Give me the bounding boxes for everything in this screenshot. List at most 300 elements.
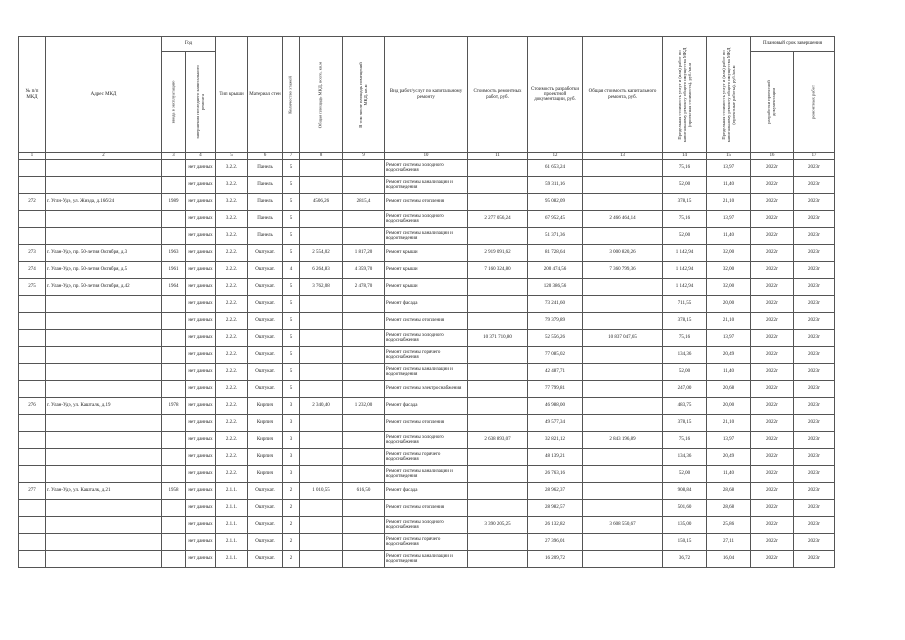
cell-roof: 2.2.2.: [216, 432, 248, 449]
cell-c12: 79 379,89: [528, 313, 583, 330]
cell-no: 273: [19, 245, 46, 262]
cell-c12: 73 241,60: [528, 296, 583, 313]
table-row: [19, 347, 835, 364]
cell-addr: г. Углн-Удэ, ул. Жиэда, д.16б/24: [46, 194, 162, 211]
cell-fl: 2: [283, 483, 300, 500]
cell-c16: 2022г: [751, 211, 794, 228]
table-row: [19, 330, 835, 347]
cell-wall: Кирпич: [248, 398, 283, 415]
cell-c14: 378,15: [663, 415, 707, 432]
col-max-cost-design: [707, 37, 751, 153]
cell-no: 276: [19, 398, 46, 415]
cell-y2: нет данных: [186, 466, 216, 483]
cell-work: Ремонт системы холодного водоснабжения: [385, 517, 468, 534]
cell-work: Ремонт фасада: [385, 398, 468, 415]
cell-c16: 2022г: [751, 415, 794, 432]
cell-c16: 2022г: [751, 296, 794, 313]
cell-ta: 2 340,40: [300, 398, 343, 415]
cell-y2: нет данных: [186, 483, 216, 500]
column-number: 7: [283, 153, 300, 160]
cell-c13: 3 608 550,67: [583, 517, 663, 534]
cell-c14: 52,00: [663, 228, 707, 245]
cell-work: Ремонт фасада: [385, 296, 468, 313]
cell-y2: нет данных: [186, 262, 216, 279]
cell-c13: 10 837 047,65: [583, 330, 663, 347]
cell-ta: [300, 432, 343, 449]
cell-c15: 13,97: [707, 330, 751, 347]
cell-work: Ремонт системы электроснабжения: [385, 381, 468, 398]
cell-c13: [583, 177, 663, 194]
cell-c15: 28,68: [707, 483, 751, 500]
cell-c14: 908,84: [663, 483, 707, 500]
cell-c15: 20,49: [707, 347, 751, 364]
cell-y2: нет данных: [186, 245, 216, 262]
cell-c15: 20,68: [707, 381, 751, 398]
cell-y2: нет данных: [186, 177, 216, 194]
cell-addr: г. Улан-Удэ, пр. 50-летия Октября, д.3: [46, 245, 162, 262]
cell-wall: Панель: [248, 228, 283, 245]
cell-addr: [46, 211, 162, 228]
table-row: [19, 534, 835, 551]
cell-c16: 2022г: [751, 245, 794, 262]
cell-la: 2 478,70: [343, 279, 385, 296]
cell-no: [19, 313, 46, 330]
cell-ta: [300, 517, 343, 534]
cell-no: [19, 296, 46, 313]
col-mkd-no: [19, 37, 46, 153]
cell-no: [19, 160, 46, 177]
cell-addr: [46, 517, 162, 534]
cell-roof: 2.1.1.: [216, 517, 248, 534]
cell-y1: [162, 381, 186, 398]
cell-y1: 1989: [162, 194, 186, 211]
cell-c14: 483,75: [663, 398, 707, 415]
table-row: [19, 211, 835, 228]
cell-c15: 32,00: [707, 245, 751, 262]
cell-y2: нет данных: [186, 398, 216, 415]
cell-work: Ремонт системы холодного водоснабжения: [385, 160, 468, 177]
cell-y2: нет данных: [186, 296, 216, 313]
cell-addr: [46, 449, 162, 466]
col-floors: [283, 37, 300, 153]
cell-ta: 1 010,55: [300, 483, 343, 500]
cell-y2: нет данных: [186, 313, 216, 330]
cell-c11: [468, 279, 528, 296]
cell-c11: [468, 296, 528, 313]
cell-wall: Оштукат.: [248, 296, 283, 313]
cell-no: [19, 211, 46, 228]
col-year-group-label: Год: [184, 41, 193, 47]
cell-la: 616,50: [343, 483, 385, 500]
cell-c12: 67 952,45: [528, 211, 583, 228]
cell-c15: 11,40: [707, 228, 751, 245]
table-row: [19, 398, 835, 415]
cell-addr: [46, 534, 162, 551]
cell-roof: 2.1.1.: [216, 483, 248, 500]
cell-wall: Оштукат.: [248, 517, 283, 534]
cell-c12: 26 132,82: [528, 517, 583, 534]
cell-addr: [46, 330, 162, 347]
cell-work: Ремонт системы холодного водоснабжения: [385, 330, 468, 347]
table-row: [19, 483, 835, 500]
cell-c11: [468, 228, 528, 245]
cell-y1: 1963: [162, 245, 186, 262]
cell-la: [343, 466, 385, 483]
cell-ta: [300, 364, 343, 381]
col-total-area: [300, 37, 343, 153]
cell-la: [343, 228, 385, 245]
col-cost-design: [528, 37, 583, 153]
cell-c16: 2022г: [751, 381, 794, 398]
cell-fl: 5: [283, 211, 300, 228]
cell-c15: 16,04: [707, 551, 751, 568]
document-sheet: [18, 36, 834, 568]
cell-fl: 5: [283, 177, 300, 194]
cell-la: [343, 381, 385, 398]
cell-c17: 2023г: [794, 483, 835, 500]
cell-y1: [162, 466, 186, 483]
cell-c15: 11,40: [707, 466, 751, 483]
cell-no: 277: [19, 483, 46, 500]
cell-c14: 134,36: [663, 347, 707, 364]
col-wall-material: [248, 37, 283, 153]
cell-c14: 1 142,94: [663, 262, 707, 279]
cell-addr: [46, 551, 162, 568]
cell-y2: нет данных: [186, 500, 216, 517]
cell-roof: 2.2.2.: [216, 466, 248, 483]
column-number: 4: [186, 153, 216, 160]
column-number: 17: [794, 153, 835, 160]
cell-roof: 3.2.2.: [216, 177, 248, 194]
cell-c11: 2 638 893,07: [468, 432, 528, 449]
cell-roof: 3.2.2.: [216, 194, 248, 211]
cell-no: [19, 330, 46, 347]
cell-y1: 1961: [162, 262, 186, 279]
cell-addr: [46, 364, 162, 381]
cell-roof: 3.2.2.: [216, 211, 248, 228]
cell-c13: 2 843 196,89: [583, 432, 663, 449]
cell-no: [19, 551, 46, 568]
cell-y1: 1978: [162, 398, 186, 415]
cell-addr: г. Улан-Удэ, ул. Кашталк, д.21: [46, 483, 162, 500]
cell-c14: 36,72: [663, 551, 707, 568]
cell-no: [19, 347, 46, 364]
cell-c16: 2022г: [751, 262, 794, 279]
col-cost-design-label: Стоимость разработки проектной документации, руб.: [531, 86, 579, 103]
cell-y1: 1958: [162, 483, 186, 500]
column-number: 8: [300, 153, 343, 160]
cell-c11: [468, 534, 528, 551]
cell-c13: 3 000 820,26: [583, 245, 663, 262]
cell-la: [343, 330, 385, 347]
cell-addr: [46, 313, 162, 330]
cell-c11: [468, 177, 528, 194]
cell-work: Ремонт крыши: [385, 245, 468, 262]
cell-c15: 28,68: [707, 500, 751, 517]
cell-c16: 2022г: [751, 517, 794, 534]
cell-work: Ремонт системы канализации и водоотведения: [385, 228, 468, 245]
cell-roof: 3.2.2.: [216, 160, 248, 177]
cell-y1: [162, 551, 186, 568]
cell-c17: 2023г: [794, 364, 835, 381]
cell-la: [343, 449, 385, 466]
table-row: [19, 449, 835, 466]
cell-roof: 2.2.2.: [216, 381, 248, 398]
cell-no: 274: [19, 262, 46, 279]
column-number: 13: [583, 153, 663, 160]
cell-ta: 3 762,08: [300, 279, 343, 296]
table-row: [19, 381, 835, 398]
cell-c11: [468, 313, 528, 330]
col-year-last-repair: [186, 52, 216, 153]
column-number: 2: [46, 153, 162, 160]
column-number: 5: [216, 153, 248, 160]
col-cost-total: [583, 37, 663, 153]
cell-roof: 2.2.2.: [216, 398, 248, 415]
cell-fl: 5: [283, 296, 300, 313]
cell-work: Ремонт крыши: [385, 279, 468, 296]
table-row: [19, 296, 835, 313]
cell-c15: 13,97: [707, 432, 751, 449]
cell-y2: нет данных: [186, 211, 216, 228]
cell-roof: 2.2.2.: [216, 296, 248, 313]
table-row: [19, 415, 835, 432]
cell-la: 2815,4: [343, 194, 385, 211]
cell-wall: Оштукат.: [248, 381, 283, 398]
cell-c14: 52,00: [663, 466, 707, 483]
cell-wall: Оштукат.: [248, 347, 283, 364]
cell-no: [19, 466, 46, 483]
cell-c15: 20,00: [707, 398, 751, 415]
cell-c11: [468, 160, 528, 177]
cell-y1: [162, 517, 186, 534]
cell-wall: Оштукат.: [248, 483, 283, 500]
cell-c13: [583, 415, 663, 432]
cell-c15: 21,10: [707, 415, 751, 432]
cell-c13: [583, 364, 663, 381]
cell-no: [19, 228, 46, 245]
cell-roof: 2.2.2.: [216, 449, 248, 466]
cell-c17: 2023г: [794, 432, 835, 449]
col-deadline-design-label: разработки проектной документации: [766, 80, 777, 124]
cell-c12: 42 487,71: [528, 364, 583, 381]
cell-c11: [468, 466, 528, 483]
cell-c13: [583, 534, 663, 551]
table-row: [19, 364, 835, 381]
cell-c12: 59 311,16: [528, 177, 583, 194]
col-cost-repair: [468, 37, 528, 153]
cell-no: [19, 517, 46, 534]
cell-c11: [468, 398, 528, 415]
cell-c17: 2023г: [794, 279, 835, 296]
cell-wall: Оштукат.: [248, 364, 283, 381]
col-work-type: [385, 37, 468, 153]
cell-ta: [300, 177, 343, 194]
cell-c15: 13,97: [707, 211, 751, 228]
cell-c12: 120 386,56: [528, 279, 583, 296]
cell-work: Ремонт системы холодного водоснабжения: [385, 432, 468, 449]
cell-y1: [162, 364, 186, 381]
cell-roof: 2.2.2.: [216, 364, 248, 381]
cell-c14: 1 142,94: [663, 279, 707, 296]
cell-c12: 27 396,01: [528, 534, 583, 551]
cell-c14: 75,16: [663, 160, 707, 177]
cell-fl: 3: [283, 449, 300, 466]
cell-c15: 27,11: [707, 534, 751, 551]
table-row: [19, 177, 835, 194]
cell-fl: 3: [283, 398, 300, 415]
cell-c17: 2023г: [794, 381, 835, 398]
cell-c14: 501,60: [663, 500, 707, 517]
cell-no: [19, 364, 46, 381]
cell-la: 1 817,20: [343, 245, 385, 262]
cell-c12: 48 139,21: [528, 449, 583, 466]
cell-c13: [583, 466, 663, 483]
cell-c13: [583, 160, 663, 177]
cell-c16: 2022г: [751, 160, 794, 177]
cell-addr: [46, 500, 162, 517]
cell-work: Ремонт системы канализации и водоотведения: [385, 551, 468, 568]
cell-wall: Панель: [248, 211, 283, 228]
cell-fl: 5: [283, 330, 300, 347]
cell-c13: [583, 347, 663, 364]
table-row: [19, 500, 835, 517]
cell-addr: г. Улан-Удэ, пр. 50-летия Октября, д.42: [46, 279, 162, 296]
cell-c15: 20,00: [707, 296, 751, 313]
cell-ta: [300, 330, 343, 347]
column-number: 15: [707, 153, 751, 160]
cell-fl: 5: [283, 245, 300, 262]
cell-y2: нет данных: [186, 347, 216, 364]
cell-c16: 2022г: [751, 483, 794, 500]
cell-c15: 32,00: [707, 262, 751, 279]
cell-la: [343, 347, 385, 364]
cell-la: [343, 534, 385, 551]
cell-c12: 16 209,72: [528, 551, 583, 568]
table-row: [19, 432, 835, 449]
cell-fl: 5: [283, 381, 300, 398]
cell-c13: [583, 381, 663, 398]
cell-c17: 2023г: [794, 500, 835, 517]
cell-c14: 150,15: [663, 534, 707, 551]
cell-y2: нет данных: [186, 279, 216, 296]
cell-y2: нет данных: [186, 534, 216, 551]
cell-y1: [162, 449, 186, 466]
cell-ta: 6 264,83: [300, 262, 343, 279]
cell-c17: 2023г: [794, 398, 835, 415]
col-roof-type-label: Тип крыши: [219, 91, 244, 97]
table-row: [19, 466, 835, 483]
cell-ta: 4506,26: [300, 194, 343, 211]
cell-ta: [300, 500, 343, 517]
cell-c12: 28 982,57: [528, 500, 583, 517]
cell-c16: 2022г: [751, 398, 794, 415]
cell-roof: 3.2.2.: [216, 228, 248, 245]
cell-fl: 3: [283, 415, 300, 432]
cell-c13: [583, 398, 663, 415]
cell-y1: [162, 347, 186, 364]
cell-y1: [162, 160, 186, 177]
cell-ta: [300, 381, 343, 398]
cell-fl: 5: [283, 364, 300, 381]
cell-la: [343, 551, 385, 568]
cell-c16: 2022г: [751, 279, 794, 296]
cell-la: [343, 500, 385, 517]
repair-plan-table: [18, 36, 835, 568]
cell-c12: 95 082,09: [528, 194, 583, 211]
cell-c17: 2023г: [794, 262, 835, 279]
cell-wall: Оштукат.: [248, 534, 283, 551]
cell-roof: 2.1.1.: [216, 500, 248, 517]
col-max-cost: [663, 37, 707, 153]
cell-c16: 2022г: [751, 466, 794, 483]
table-row: [19, 279, 835, 296]
cell-c16: 2022г: [751, 432, 794, 449]
col-max-cost-design-label: Предельная стоимость услуг и (или) работ по капитальному ремонту общего имущества МКД (проектные работы), руб./кв.м: [720, 47, 735, 142]
cell-c16: 2022г: [751, 313, 794, 330]
cell-y2: нет данных: [186, 228, 216, 245]
cell-fl: 2: [283, 500, 300, 517]
cell-c14: 135,00: [663, 517, 707, 534]
cell-la: [343, 177, 385, 194]
cell-c12: 77 085,02: [528, 347, 583, 364]
table-body: [19, 160, 835, 568]
cell-wall: Оштукат.: [248, 313, 283, 330]
cell-ta: [300, 415, 343, 432]
cell-roof: 2.1.1.: [216, 551, 248, 568]
cell-y2: нет данных: [186, 381, 216, 398]
cell-la: [343, 296, 385, 313]
cell-c17: 2023г: [794, 551, 835, 568]
cell-roof: 2.2.2.: [216, 279, 248, 296]
cell-c11: 2 919 091,62: [468, 245, 528, 262]
cell-la: [343, 211, 385, 228]
cell-addr: [46, 432, 162, 449]
col-max-cost-label: Предельная стоимость услуг и (или) работ по капитальному ремонту общего имущества МКД (проектная стоимость), руб./кв.м: [676, 47, 691, 142]
cell-addr: [46, 466, 162, 483]
cell-no: [19, 177, 46, 194]
cell-wall: Оштукат.: [248, 500, 283, 517]
cell-y2: нет данных: [186, 364, 216, 381]
cell-y2: нет данных: [186, 415, 216, 432]
col-floors-label: Количество этажей: [287, 75, 293, 114]
cell-y1: [162, 534, 186, 551]
table-row: [19, 313, 835, 330]
cell-y2: нет данных: [186, 194, 216, 211]
cell-c14: 1 142,94: [663, 245, 707, 262]
col-year-built-label: ввода в эксплуатацию: [170, 80, 176, 124]
cell-fl: 5: [283, 347, 300, 364]
cell-work: Ремонт системы отопления: [385, 194, 468, 211]
cell-c13: [583, 483, 663, 500]
cell-c17: 2023г: [794, 330, 835, 347]
cell-fl: 4: [283, 262, 300, 279]
cell-c15: 13,97: [707, 160, 751, 177]
cell-y2: нет данных: [186, 551, 216, 568]
cell-work: Ремонт системы горячего водоснабжения: [385, 449, 468, 466]
col-wall-material-label: Материал стен: [249, 91, 281, 97]
cell-c17: 2023г: [794, 313, 835, 330]
column-number: 11: [468, 153, 528, 160]
cell-wall: Кирпич: [248, 432, 283, 449]
cell-c11: [468, 449, 528, 466]
cell-ta: [300, 228, 343, 245]
col-address: [46, 37, 162, 153]
table-row: [19, 262, 835, 279]
cell-y2: нет данных: [186, 449, 216, 466]
table-row: [19, 160, 835, 177]
cell-roof: 2.2.2.: [216, 347, 248, 364]
